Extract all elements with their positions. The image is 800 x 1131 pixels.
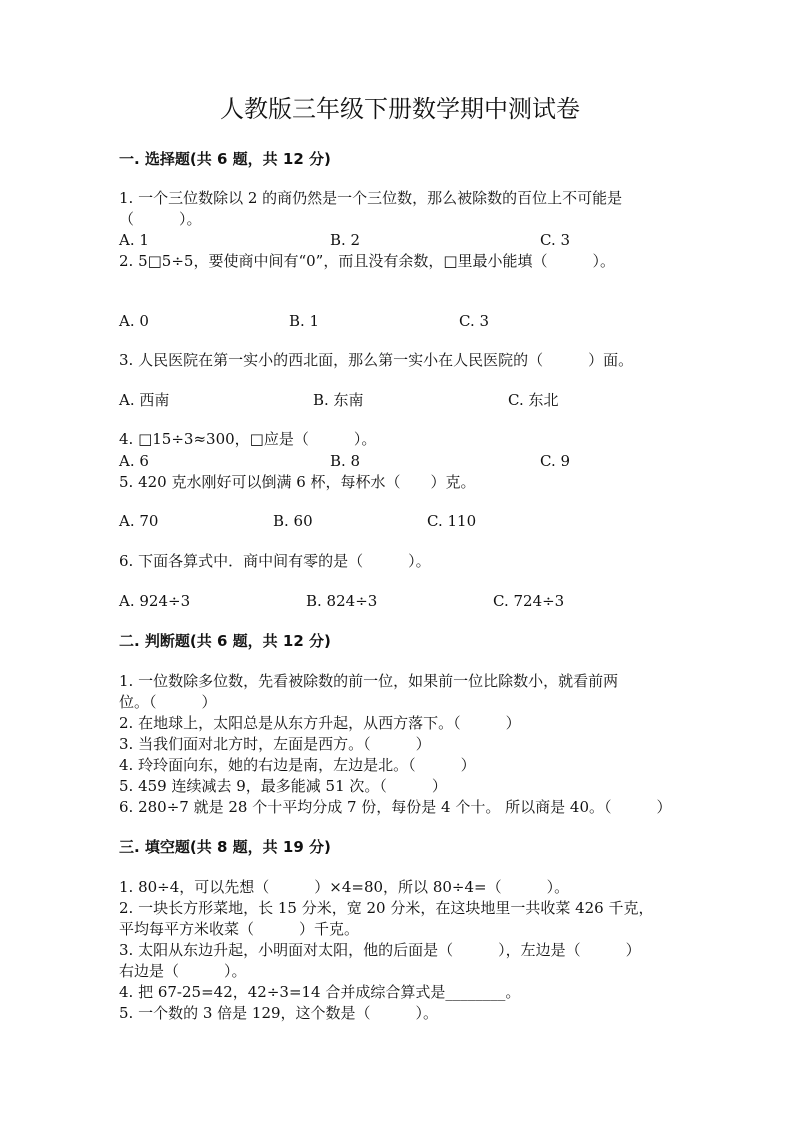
question-text: 位。（ ） (119, 693, 217, 711)
question-text: 4. 玲玲面向东，她的右边是南，左边是北。（ ） (119, 756, 476, 774)
question-text: 4. 把 67-25=42，42÷3=14 合并成综合算式是________。 (119, 983, 521, 1001)
question-text: 3. 当我们面对北方时，左面是西方。（ ） (119, 735, 431, 753)
question-text: 4. □15÷3≈300，□应是（ ）。 (119, 430, 377, 448)
question-text: 6. 下面各算式中．商中间有零的是（ ）。 (119, 552, 431, 570)
option-c: C. 9 (540, 452, 571, 470)
page-title: 人教版三年级下册数学期中测试卷 (220, 95, 580, 123)
section-heading-choice: 一. 选择题(共 6 题，共 12 分) (119, 150, 331, 168)
question-text: 2. 一块长方形菜地，长 15 分米，宽 20 分米，在这块地里一共收菜 426 千克， (119, 899, 654, 917)
option-a: A. 6 (119, 452, 149, 470)
option-b: B. 824÷3 (306, 592, 378, 610)
question-text: 2. 5□5÷5，要使商中间有“0”，而且没有余数，□里最小能填（ ）。 (119, 252, 616, 270)
option-b: B. 东南 (313, 391, 364, 409)
question-text: 2. 在地球上，太阳总是从东方升起，从西方落下。（ ） (119, 714, 521, 732)
question-text: 3. 太阳从东边升起，小明面对太阳，他的后面是（ ），左边是（ ） (119, 941, 641, 959)
option-a: A. 0 (119, 312, 149, 330)
option-a: A. 70 (119, 512, 159, 530)
question-text: 右边是（ ）。 (119, 962, 247, 980)
question-text: 平均每平方米收菜（ ）千克。 (119, 920, 360, 938)
question-text: 5. 420 克水刚好可以倒满 6 杯，每杯水（ ）克。 (119, 473, 476, 491)
option-c: C. 3 (540, 231, 571, 249)
question-text: 6. 280÷7 就是 28 个十平均分成 7 份，每份是 4 个十。 所以商是 40。（ ） (119, 798, 672, 816)
question-text: （ ）。 (119, 210, 202, 228)
question-text: 1. 80÷4，可以先想（ ）×4=80，所以 80÷4=（ ）。 (119, 878, 570, 896)
option-c: C. 724÷3 (493, 592, 565, 610)
option-b: B. 60 (273, 512, 313, 530)
option-b: B. 8 (330, 452, 361, 470)
option-a: A. 西南 (119, 391, 170, 409)
option-a: A. 924÷3 (119, 592, 191, 610)
question-text: 5. 459 连续减去 9，最多能减 51 次。（ ） (119, 777, 447, 795)
question-text: 5. 一个数的 3 倍是 129，这个数是（ ）。 (119, 1004, 439, 1022)
section-heading-fill-in: 三. 填空题(共 8 题，共 19 分) (119, 838, 331, 856)
question-text: 1. 一个三位数除以 2 的商仍然是一个三位数，那么被除数的百位上不可能是 (119, 189, 623, 207)
option-c: C. 3 (459, 312, 490, 330)
option-c: C. 110 (427, 512, 477, 530)
option-a: A. 1 (119, 231, 149, 249)
question-text: 3. 人民医院在第一实小的西北面，那么第一实小在人民医院的（ ）面。 (119, 351, 634, 369)
section-heading-judgement: 二. 判断题(共 6 题，共 12 分) (119, 632, 331, 650)
question-text: 1. 一位数除多位数，先看被除数的前一位，如果前一位比除数小，就看前两 (119, 672, 619, 690)
option-b: B. 2 (330, 231, 361, 249)
option-b: B. 1 (289, 312, 320, 330)
option-c: C. 东北 (508, 391, 559, 409)
